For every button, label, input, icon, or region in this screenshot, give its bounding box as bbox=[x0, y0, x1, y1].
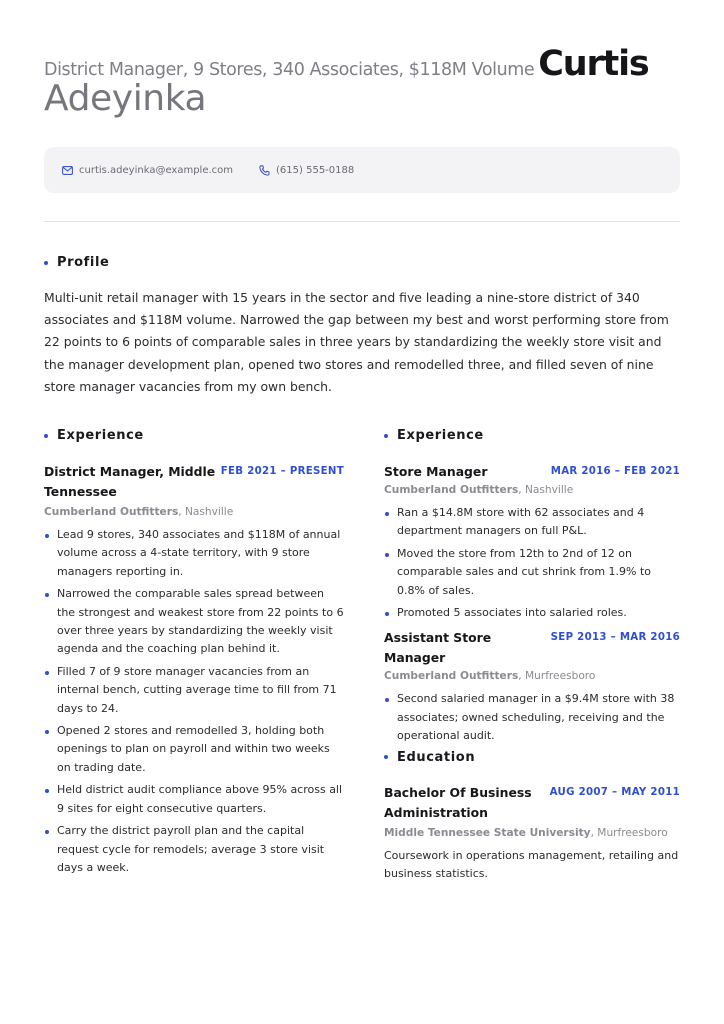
job-title: Assistant Store Manager bbox=[384, 630, 492, 666]
experience-heading-right bbox=[384, 428, 484, 443]
school bbox=[384, 827, 680, 839]
job-date: MAR 2016 – FEB 2021 bbox=[550, 466, 680, 477]
contact-phone[interactable] bbox=[259, 165, 354, 176]
experience-column-right bbox=[384, 462, 680, 883]
list-item: Ran a $14.8M store with 62 associates and 4 department managers on full P&L. bbox=[384, 504, 680, 541]
list-item: Held district audit compliance above 95% across all 9 sites for eight consecutive quarters. bbox=[44, 781, 344, 818]
job-entry bbox=[44, 462, 344, 877]
list-item: Second salaried manager in a $9.4M store with 38 associates; owned scheduling, receiving and the operational audit. bbox=[384, 690, 680, 745]
education-description: Coursework in operations management, retailing and business statistics. bbox=[384, 848, 679, 881]
profile-heading bbox=[44, 255, 109, 270]
experience-title-right: Experience bbox=[397, 428, 484, 443]
bullet-dot-icon bbox=[44, 434, 48, 438]
school-location: , Murfreesboro bbox=[590, 826, 668, 839]
headline: District Manager, 9 Stores, 340 Associates, $118M Volume bbox=[44, 60, 535, 80]
job-company bbox=[44, 506, 344, 518]
list-item: Promoted 5 associates into salaried roles. bbox=[384, 604, 680, 622]
email-text: curtis.adeyinka@example.com bbox=[79, 164, 234, 176]
header-divider bbox=[44, 221, 680, 222]
profile-title: Profile bbox=[57, 255, 110, 270]
education-heading bbox=[384, 750, 680, 765]
job-company bbox=[384, 670, 680, 682]
job-company bbox=[384, 484, 680, 496]
job-bullets bbox=[384, 504, 680, 622]
list-item: Moved the store from 12th to 2nd of 12 on comparable sales and cut shrink from 1.9% to 0.8% of sales. bbox=[384, 545, 680, 600]
contact-bar bbox=[44, 147, 680, 193]
job-title: District Manager, Middle Tennessee bbox=[44, 464, 216, 499]
contact-email[interactable] bbox=[62, 165, 233, 176]
school-name: Middle Tennessee State University bbox=[384, 826, 591, 839]
job-entry bbox=[384, 628, 680, 745]
list-item: Filled 7 of 9 store manager vacancies from an internal bench, cutting average time to fill from 71 days to 24. bbox=[44, 663, 344, 718]
company-name: Cumberland Outfitters bbox=[384, 484, 519, 496]
bullet-dot-icon bbox=[44, 261, 48, 265]
job-bullets bbox=[384, 690, 680, 745]
experience-column-left bbox=[44, 462, 344, 881]
list-item: Lead 9 stores, 340 associates and $118M of annual volume across a 4-state territory, with 9 store managers reporting in. bbox=[44, 526, 344, 581]
company-location: , Murfreesboro bbox=[518, 670, 596, 683]
phone-text: (615) 555-0188 bbox=[276, 164, 355, 176]
bullet-dot-icon bbox=[384, 434, 388, 438]
job-bullets bbox=[44, 526, 344, 877]
resume-header bbox=[44, 44, 680, 119]
degree-title: Bachelor Of Business Administration bbox=[384, 784, 532, 820]
company-location: , Nashville bbox=[178, 506, 234, 518]
education-entry bbox=[384, 783, 680, 884]
phone-icon bbox=[259, 165, 270, 176]
bullet-dot-icon bbox=[384, 755, 388, 759]
education-title: Education bbox=[397, 749, 476, 765]
experience-heading-left bbox=[44, 428, 144, 443]
profile-summary: Multi-unit retail manager with 15 years in the sector and five leading a nine-store district of 340 associates and $118M volume. Narrowed the gap between my best and worst performing store from 22 points to 6 points of comparable sales in three years by standardizing the weekly store visit and the manager development plan, opened two stores and remodelled three, and filled seven of nine store manager vacancies from my own bench. bbox=[44, 290, 669, 394]
job-date: SEP 2013 – MAR 2016 bbox=[550, 632, 680, 644]
company-name: Cumberland Outfitters bbox=[384, 670, 519, 683]
company-name: Cumberland Outfitters bbox=[44, 506, 179, 518]
company-location: , Nashville bbox=[518, 484, 574, 496]
experience-title-left: Experience bbox=[57, 428, 144, 443]
list-item: Narrowed the comparable sales spread between the strongest and weakest store from 22 points to 6 over three years by standardizing the weekly visit agenda and the coaching plan behind it. bbox=[44, 585, 344, 659]
list-item: Opened 2 stores and remodelled 3, holding both openings to plan on payroll and within two weeks on trading date. bbox=[44, 722, 344, 777]
mail-icon bbox=[62, 166, 73, 175]
job-entry bbox=[384, 462, 680, 622]
last-name: Adeyinka bbox=[44, 78, 207, 119]
education-date: AUG 2007 – MAY 2011 bbox=[549, 786, 680, 798]
job-date: FEB 2021 – PRESENT bbox=[220, 466, 344, 477]
list-item: Carry the district payroll plan and the capital request cycle for remodels; average 3 store visit days a week. bbox=[44, 822, 344, 877]
job-title: Store Manager bbox=[384, 464, 488, 479]
first-name: Curtis bbox=[538, 44, 649, 84]
